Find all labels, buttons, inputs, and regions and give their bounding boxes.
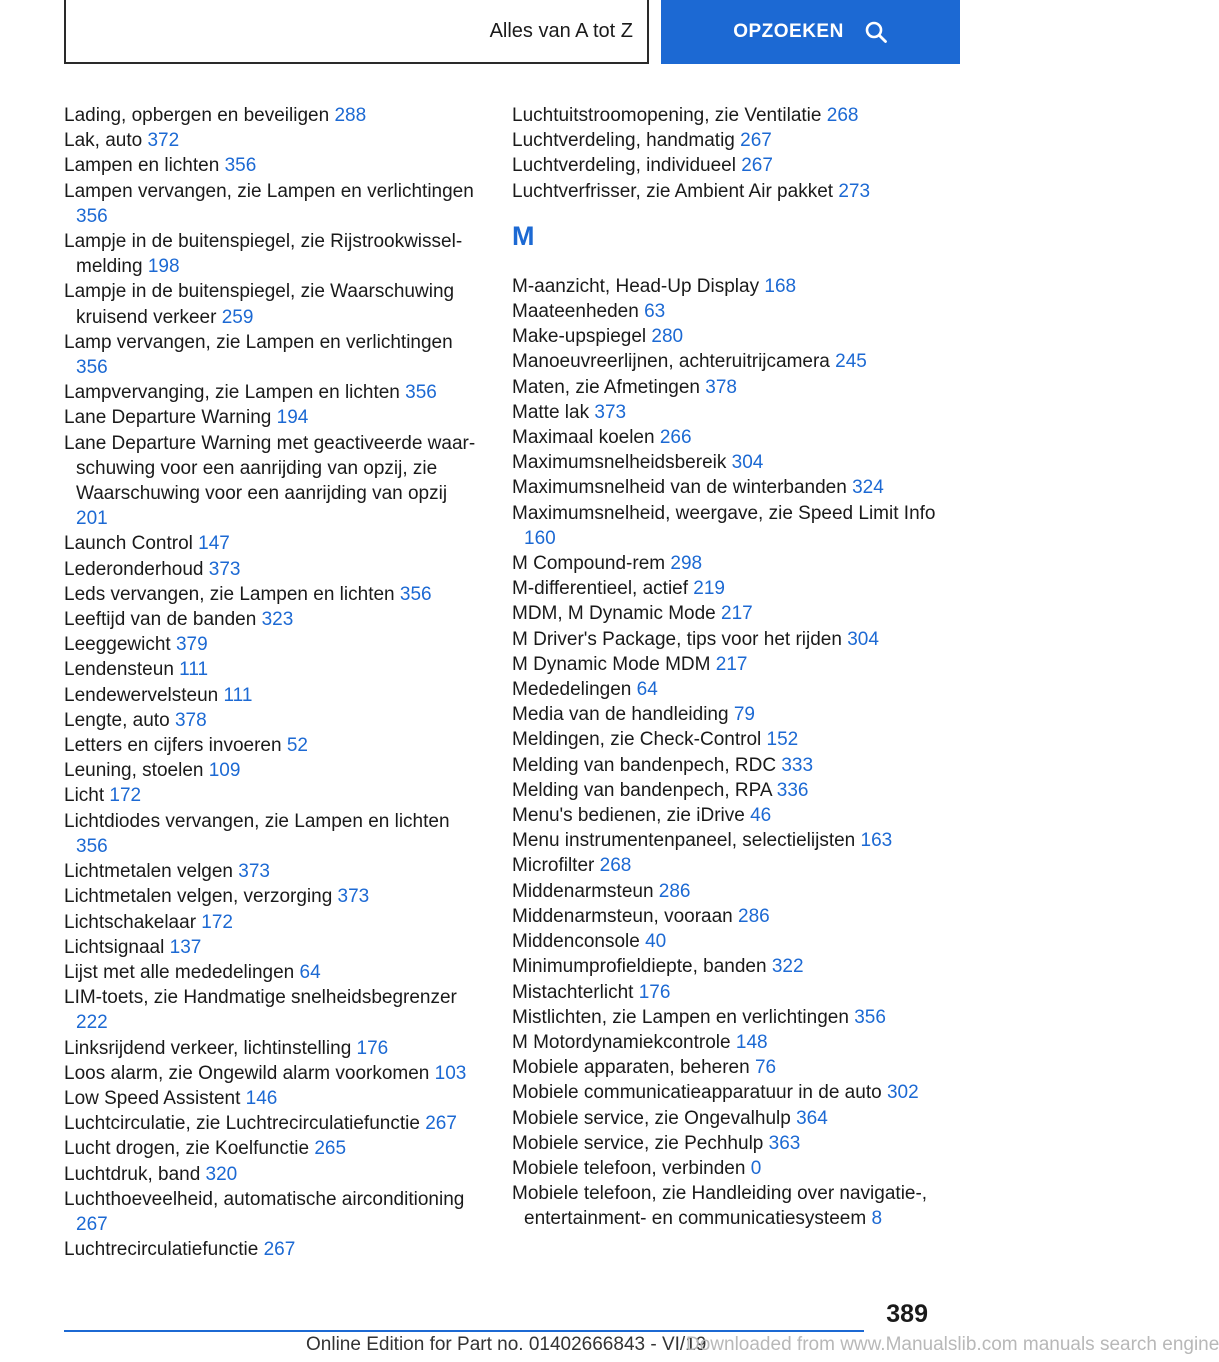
index-entry-text: Luchtuitstroomopening, zie Ventilatie bbox=[512, 105, 827, 126]
index-entry bbox=[512, 1055, 942, 1080]
index-entry-text: Lane Departure Warning bbox=[64, 407, 277, 429]
index-entry bbox=[64, 1136, 484, 1161]
index-entry bbox=[64, 960, 484, 985]
page-reference-link[interactable]: 333 bbox=[781, 754, 814, 776]
index-entry-text: Lijst met alle mededelingen bbox=[64, 961, 300, 983]
index-entry-text: Mobiele telefoon, zie Handleiding over navigatie-, entertainment- en communicatiesysteem bbox=[512, 1183, 928, 1230]
index-entry-text: Lampen en lichten bbox=[64, 155, 225, 177]
page-reference-link[interactable]: 0 bbox=[750, 1157, 762, 1179]
page-reference-link[interactable]: 336 bbox=[776, 779, 809, 801]
page-reference-link[interactable]: 222 bbox=[76, 1012, 108, 1034]
index-entry bbox=[64, 1237, 484, 1262]
index-entry-text: Middenarmsteun bbox=[512, 880, 659, 902]
edition-text: Online Edition for Part no. 01402666843 - VI/19 bbox=[306, 1334, 707, 1355]
page-reference-link[interactable]: 373 bbox=[594, 401, 627, 423]
index-entry bbox=[512, 576, 942, 601]
index-entry-text: Leeggewicht bbox=[64, 634, 176, 656]
index-entry bbox=[512, 1156, 942, 1181]
search-icon bbox=[864, 20, 888, 44]
index-entry-text: Mobiele telefoon, verbinden bbox=[512, 1157, 751, 1179]
index-entry bbox=[64, 103, 484, 128]
index-entry-text: Melding van bandenpech, RPA bbox=[512, 779, 777, 801]
index-group-m bbox=[512, 274, 942, 1232]
index-entry-text: Minimumprofieldiepte, banden bbox=[512, 956, 772, 978]
index-entry bbox=[512, 153, 942, 178]
index-entry-text: LIM-toets, zie Handmatige snelheidsbegrenzer bbox=[64, 987, 457, 1009]
page-reference-link[interactable]: 146 bbox=[245, 1087, 278, 1109]
index-column-left bbox=[64, 103, 484, 1262]
page-reference-link[interactable]: 63 bbox=[644, 301, 666, 323]
page-reference-link[interactable]: 40 bbox=[645, 931, 667, 953]
page-reference-link[interactable]: 302 bbox=[886, 1082, 919, 1104]
index-entry-text: Meldingen, zie Check-Control bbox=[512, 729, 767, 751]
index-entry bbox=[512, 1080, 942, 1105]
index-entry-text: Maximumsnelheid van de winterbanden bbox=[512, 477, 853, 499]
page-reference-link[interactable]: 52 bbox=[286, 735, 308, 757]
index-entry bbox=[64, 330, 484, 380]
index-entry bbox=[512, 753, 942, 778]
index-entry bbox=[64, 910, 484, 935]
page-reference-link[interactable]: 320 bbox=[205, 1163, 238, 1185]
index-entry bbox=[64, 431, 484, 532]
page-reference-link[interactable]: 194 bbox=[276, 407, 309, 429]
index-entry bbox=[512, 128, 942, 153]
index-entry-text: Lucht drogen, zie Koelfunctie bbox=[64, 1138, 315, 1160]
index-entry-text: Licht bbox=[64, 785, 110, 807]
index-entry bbox=[64, 683, 484, 708]
index-entry bbox=[64, 557, 484, 582]
index-entry bbox=[512, 179, 942, 204]
index-entry-text: Letters en cijfers invoeren bbox=[64, 735, 287, 757]
index-entry bbox=[512, 1181, 942, 1231]
page-reference-link[interactable]: 76 bbox=[754, 1057, 777, 1079]
page-reference-link[interactable]: 217 bbox=[715, 653, 748, 675]
index-entry-text: Maateenheden bbox=[512, 301, 645, 323]
index-entry-text: Lampje in de buitenspiegel, zie Waarschuwing kruisend verkeer bbox=[64, 281, 455, 328]
index-entry bbox=[64, 657, 484, 682]
index-entry bbox=[64, 1086, 484, 1111]
page-reference-link[interactable]: 356 bbox=[399, 583, 432, 605]
index-entry-text: Make-upspiegel bbox=[512, 326, 652, 348]
page-reference-link[interactable]: 79 bbox=[733, 704, 755, 726]
index-entry-text: Mededelingen bbox=[512, 679, 637, 701]
index-entry-text: M-differentieel, actief bbox=[512, 578, 694, 600]
page-reference-link[interactable]: 324 bbox=[852, 477, 884, 499]
index-entry bbox=[64, 859, 484, 884]
index-entry-text: Middenconsole bbox=[512, 931, 646, 953]
index-entry bbox=[512, 904, 942, 929]
index-entry-text: Lamp vervangen, zie Lampen en verlichtingen bbox=[64, 331, 453, 353]
index-entry bbox=[64, 607, 484, 632]
page-reference-link[interactable]: 288 bbox=[334, 105, 367, 126]
index-entry-text: Manoeuvreerlijnen, achteruitrijcamera bbox=[512, 351, 836, 373]
page-reference-link[interactable]: 273 bbox=[838, 180, 871, 202]
index-entry bbox=[512, 803, 942, 828]
index-entry bbox=[512, 954, 942, 979]
page-reference-link[interactable]: 64 bbox=[636, 679, 658, 701]
page-reference-link[interactable]: 168 bbox=[764, 275, 797, 297]
page-reference-link[interactable]: 147 bbox=[198, 533, 230, 555]
section-letter-heading: M bbox=[512, 220, 535, 251]
index-entry bbox=[512, 652, 942, 677]
index-entry-text: Lederonderhoud bbox=[64, 558, 209, 580]
index-entry-text: Menu instrumentenpaneel, selectielijsten bbox=[512, 830, 861, 852]
index-entry bbox=[64, 153, 484, 178]
page-reference-link[interactable]: 378 bbox=[174, 709, 207, 731]
index-entry bbox=[64, 1036, 484, 1061]
page-reference-link[interactable]: 219 bbox=[693, 578, 725, 600]
index-entry bbox=[64, 128, 484, 153]
index-entry-text: Lichtsignaal bbox=[64, 936, 170, 958]
page-reference-link[interactable]: 265 bbox=[314, 1138, 347, 1160]
index-entry-text: Lendewervelsteun bbox=[64, 684, 224, 706]
index-entry bbox=[512, 1005, 942, 1030]
page-reference-link[interactable]: 176 bbox=[356, 1037, 389, 1059]
index-entry bbox=[64, 229, 484, 279]
page-reference-link[interactable]: 137 bbox=[169, 936, 202, 958]
page-reference-link[interactable]: 152 bbox=[766, 729, 799, 751]
index-entry-text: M Dynamic Mode MDM bbox=[512, 653, 716, 675]
index-entry-text: Lendensteun bbox=[64, 659, 180, 681]
page-reference-link[interactable]: 373 bbox=[208, 558, 241, 580]
page-reference-link[interactable]: 356 bbox=[76, 357, 108, 379]
index-entry-text: Leeftijd van de banden bbox=[64, 609, 262, 631]
index-entry bbox=[64, 1187, 484, 1237]
index-entry-text: Lichtdiodes vervangen, zie Lampen en lichten bbox=[64, 810, 450, 832]
page-reference-link[interactable]: 64 bbox=[299, 961, 321, 983]
index-entry bbox=[64, 582, 484, 607]
index-entry bbox=[64, 783, 484, 808]
index-entry bbox=[512, 450, 942, 475]
page-reference-link[interactable]: 103 bbox=[434, 1062, 467, 1084]
page-reference-link[interactable]: 298 bbox=[670, 553, 703, 575]
index-entry bbox=[512, 324, 942, 349]
index-entry bbox=[64, 733, 484, 758]
page-reference-link[interactable]: 245 bbox=[835, 351, 867, 373]
index-entry bbox=[64, 935, 484, 960]
index-entry bbox=[64, 632, 484, 657]
index-entry-text: M Driver's Package, tips voor het rijden bbox=[512, 628, 848, 650]
index-entry bbox=[64, 809, 484, 859]
index-entry bbox=[512, 551, 942, 576]
index-entry-text: Low Speed Assistent bbox=[64, 1087, 246, 1109]
index-entry bbox=[64, 179, 484, 229]
index-entry-text: Maximumsnelheid, weergave, zie Speed Limit Info bbox=[512, 502, 936, 524]
index-entry bbox=[512, 677, 942, 702]
page-reference-link[interactable]: 111 bbox=[179, 659, 209, 681]
page-reference-link[interactable]: 267 bbox=[740, 130, 772, 152]
page-reference-link[interactable]: 172 bbox=[109, 785, 142, 807]
page-number: 389 bbox=[886, 1300, 928, 1328]
index-entry-text: Mistlichten, zie Lampen en verlichtingen bbox=[512, 1006, 855, 1028]
index-entry-text: Leuning, stoelen bbox=[64, 760, 209, 782]
index-entry-text: Menu's bedienen, zie iDrive bbox=[512, 805, 751, 827]
index-entry-text: Leds vervangen, zie Lampen en lichten bbox=[64, 583, 400, 605]
page-reference-link[interactable]: 356 bbox=[76, 205, 108, 227]
page-reference-link[interactable]: 323 bbox=[261, 609, 294, 631]
page-reference-link[interactable]: 160 bbox=[524, 527, 556, 549]
index-group-l-continued bbox=[512, 103, 942, 204]
index-entry bbox=[64, 1162, 484, 1187]
page-reference-link[interactable]: 217 bbox=[721, 603, 753, 625]
index-entry-text: Maximaal koelen bbox=[512, 427, 660, 449]
index-entry bbox=[64, 279, 484, 329]
page-reference-link[interactable]: 267 bbox=[263, 1239, 296, 1261]
index-entry-text: Lading, opbergen en beveiligen bbox=[64, 105, 335, 126]
index-entry-text: M-aanzicht, Head-Up Display bbox=[512, 275, 765, 297]
index-entry bbox=[64, 758, 484, 783]
page-reference-link[interactable]: 356 bbox=[854, 1006, 886, 1028]
page-reference-link[interactable]: 373 bbox=[238, 861, 270, 883]
page-reference-link[interactable]: 148 bbox=[735, 1031, 768, 1053]
page-reference-link[interactable]: 109 bbox=[208, 760, 241, 782]
index-entry-text: Mobiele service, zie Pechhulp bbox=[512, 1132, 769, 1154]
index-entry bbox=[64, 708, 484, 733]
index-entry bbox=[64, 405, 484, 430]
page-reference-link[interactable]: 267 bbox=[741, 155, 773, 177]
index-entry-text: Lane Departure Warning met geactiveerde waarschuwing voor een aanrijding van opzij, zie Waarschuwing voor een aanrijding van opzij bbox=[64, 432, 476, 505]
page-reference-link[interactable]: 304 bbox=[847, 628, 879, 650]
index-entry-text: Matte lak bbox=[512, 401, 595, 423]
page-reference-link[interactable]: 201 bbox=[76, 508, 108, 530]
page-reference-link[interactable]: 163 bbox=[860, 830, 893, 852]
page-reference-link[interactable]: 378 bbox=[705, 376, 737, 398]
index-entry-text: Luchtverdeling, individueel bbox=[512, 155, 742, 177]
page-reference-link[interactable]: 111 bbox=[223, 684, 253, 706]
index-entry-text: Lichtschakelaar bbox=[64, 911, 202, 933]
search-button-label: OPZOEKEN bbox=[733, 21, 844, 42]
index-entry-text: Lampvervanging, zie Lampen en lichten bbox=[64, 382, 406, 404]
index-entry bbox=[512, 879, 942, 904]
az-tab-label: Alles van A tot Z bbox=[489, 19, 633, 42]
index-entry-text: Middenarmsteun, vooraan bbox=[512, 905, 739, 927]
page-reference-link[interactable]: 372 bbox=[147, 130, 180, 152]
index-entry bbox=[512, 1030, 942, 1055]
page-reference-link[interactable]: 176 bbox=[638, 981, 671, 1003]
index-entry-text: Launch Control bbox=[64, 533, 199, 555]
page-reference-link[interactable]: 356 bbox=[405, 382, 437, 404]
az-tab[interactable] bbox=[64, 0, 649, 64]
index-entry bbox=[64, 1061, 484, 1086]
index-entry bbox=[512, 627, 942, 652]
index-entry bbox=[64, 884, 484, 909]
search-button[interactable] bbox=[661, 0, 960, 64]
page-reference-link[interactable]: 379 bbox=[175, 634, 208, 656]
index-column-right bbox=[512, 103, 942, 1232]
index-entry-text: Luchtverfrisser, zie Ambient Air pakket bbox=[512, 180, 839, 202]
index-entry-text: Loos alarm, zie Ongewild alarm voorkomen bbox=[64, 1062, 435, 1084]
index-entry-text: MDM, M Dynamic Mode bbox=[512, 603, 722, 625]
page-reference-link[interactable]: 280 bbox=[651, 326, 684, 348]
index-entry-text: Luchtverdeling, handmatig bbox=[512, 130, 741, 152]
index-entry-text: Lak, auto bbox=[64, 130, 148, 152]
index-entry-text: M Compound-rem bbox=[512, 553, 671, 575]
page-reference-link[interactable]: 267 bbox=[76, 1213, 108, 1235]
index-entry bbox=[64, 1111, 484, 1136]
page-reference-link[interactable]: 259 bbox=[221, 306, 254, 328]
index-entry-text: Lampen vervangen, zie Lampen en verlichtingen bbox=[64, 180, 474, 202]
index-entry bbox=[512, 1106, 942, 1131]
page-reference-link[interactable]: 46 bbox=[750, 805, 772, 827]
index-entry bbox=[512, 853, 942, 878]
index-entry-text: Mobiele service, zie Ongevalhulp bbox=[512, 1107, 797, 1129]
index-entry bbox=[64, 531, 484, 556]
page-reference-link[interactable]: 286 bbox=[738, 905, 770, 927]
index-entry-text: Lengte, auto bbox=[64, 709, 175, 731]
index-entry-text: Luchtdruk, band bbox=[64, 1163, 206, 1185]
page-reference-link[interactable]: 268 bbox=[826, 105, 859, 126]
page-reference-link[interactable]: 268 bbox=[599, 855, 632, 877]
page-reference-link[interactable]: 364 bbox=[796, 1107, 828, 1129]
index-entry-text: Luchtcirculatie, zie Luchtrecirculatiefunctie bbox=[64, 1113, 426, 1135]
index-entry bbox=[512, 501, 942, 551]
index-entry bbox=[512, 103, 942, 128]
page-reference-link[interactable]: 373 bbox=[337, 886, 370, 908]
index-entry bbox=[512, 702, 942, 727]
index-entry bbox=[64, 380, 484, 405]
page-reference-link[interactable]: 286 bbox=[658, 880, 691, 902]
page-reference-link[interactable]: 8 bbox=[871, 1208, 883, 1230]
index-entry bbox=[512, 778, 942, 803]
index-entry-text: Luchtrecirculatiefunctie bbox=[64, 1239, 264, 1261]
index-entry-text: Lampje in de buitenspiegel, zie Rijstrookwisselmelding bbox=[64, 231, 463, 278]
index-entry-text: Linksrijdend verkeer, lichtinstelling bbox=[64, 1037, 357, 1059]
index-entry bbox=[512, 425, 942, 450]
index-entry-text: Lichtmetalen velgen bbox=[64, 861, 239, 883]
page-reference-link[interactable]: 172 bbox=[201, 911, 233, 933]
page-reference-link[interactable]: 198 bbox=[147, 256, 180, 278]
index-entry bbox=[512, 274, 942, 299]
page-reference-link[interactable]: 356 bbox=[76, 835, 108, 857]
index-entry bbox=[512, 349, 942, 374]
index-entry bbox=[512, 980, 942, 1005]
index-entry bbox=[512, 299, 942, 324]
index-entry bbox=[512, 601, 942, 626]
index-entry bbox=[512, 727, 942, 752]
index-entry bbox=[512, 475, 942, 500]
index-entry-text: Luchthoeveelheid, automatische airconditioning bbox=[64, 1188, 465, 1210]
index-entry bbox=[512, 1131, 942, 1156]
page-reference-link[interactable]: 356 bbox=[224, 155, 257, 177]
index-entry bbox=[512, 400, 942, 425]
index-entry-text: Melding van bandenpech, RDC bbox=[512, 754, 782, 776]
watermark: Downloaded from www.Manualslib.com manuals search engine bbox=[686, 1334, 1219, 1355]
index-entry-text: Mobiele apparaten, beheren bbox=[512, 1057, 755, 1079]
index-entry-text: Mistachterlicht bbox=[512, 981, 639, 1003]
index-entry-text: M Motordynamiekcontrole bbox=[512, 1031, 736, 1053]
page-reference-link[interactable]: 267 bbox=[425, 1113, 457, 1135]
footer-divider bbox=[64, 1330, 864, 1332]
index-entry-text: Media van de handleiding bbox=[512, 704, 734, 726]
page-reference-link[interactable]: 304 bbox=[731, 452, 764, 474]
index-entry-text: Lichtmetalen velgen, verzorging bbox=[64, 886, 338, 908]
page-reference-link[interactable]: 363 bbox=[768, 1132, 801, 1154]
index-entry-text: Mobiele communicatieapparatuur in de auto bbox=[512, 1082, 887, 1104]
page-reference-link[interactable]: 322 bbox=[771, 956, 804, 978]
index-entry bbox=[512, 375, 942, 400]
index-entry-text: Maten, zie Afmetingen bbox=[512, 376, 706, 398]
index-entry bbox=[512, 929, 942, 954]
index-entry bbox=[64, 985, 484, 1035]
page-reference-link[interactable]: 266 bbox=[659, 427, 692, 449]
index-entry-text: Maximumsnelheidsbereik bbox=[512, 452, 732, 474]
index-entry-text: Microfilter bbox=[512, 855, 600, 877]
index-entry bbox=[512, 828, 942, 853]
